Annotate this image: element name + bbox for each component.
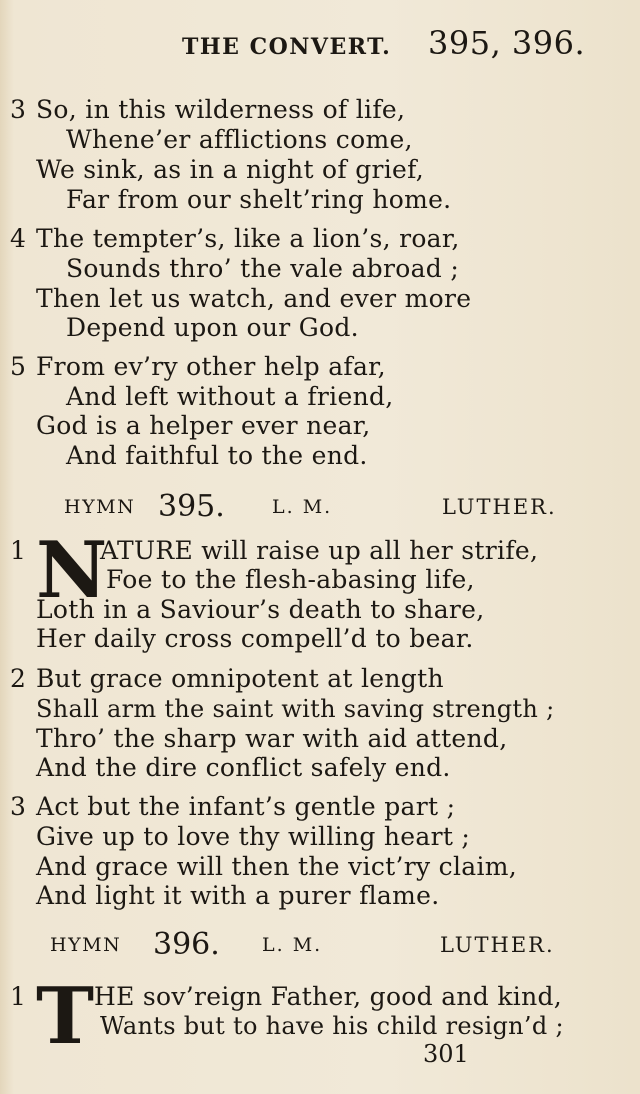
verse-line: Shall arm the saint with saving strength ;: [36, 695, 555, 723]
running-header: [0, 24, 640, 64]
hymn-meter: L. M.: [262, 934, 323, 956]
verse-line: ATURE will raise up all her strife,: [100, 536, 539, 565]
hymn-range: 395, 396.: [428, 24, 586, 62]
verse-line: Act but the infant’s gentle part ;: [36, 792, 456, 821]
stanza-number: 2: [10, 664, 26, 693]
drop-cap: T: [36, 971, 95, 1062]
stanza-number: 1: [10, 536, 26, 565]
hymn-label: HYMN: [64, 496, 136, 518]
verse-line: Foe to the flesh-abasing life,: [106, 565, 475, 594]
verse-line: God is a helper ever near,: [36, 411, 371, 440]
stanza-number: 4: [10, 224, 26, 253]
verse-line: Sounds thro’ the vale abroad ;: [66, 254, 460, 283]
verse-line: Far from our shelt’ring home.: [66, 185, 452, 214]
verse-line: But grace omnipotent at length: [36, 664, 444, 693]
hymn-heading: [0, 928, 640, 962]
verse-line: And grace will then the vict’ry claim,: [36, 852, 518, 881]
stanza-number: 5: [10, 352, 26, 381]
hymn-number: 395.: [158, 489, 225, 524]
verse-line: Thro’ the sharp war with aid attend,: [36, 724, 508, 753]
stanza-number: 3: [10, 792, 26, 821]
stanza-number: 1: [10, 982, 26, 1011]
hymn-meter: L. M.: [272, 496, 333, 518]
verse-line: Loth in a Saviour’s death to share,: [36, 595, 485, 624]
verse-line: The tempter’s, like a lion’s, roar,: [36, 224, 460, 253]
verse-line: We sink, as in a night of grief,: [36, 155, 425, 184]
stanza-number: 3: [10, 95, 26, 124]
verse-line: And faithful to the end.: [66, 441, 368, 470]
running-title: THE CONVERT.: [182, 34, 392, 60]
hymn-number: 396.: [153, 927, 220, 962]
verse-line: Depend upon our God.: [66, 313, 359, 342]
verse-line: Whene’er afflictions come,: [66, 125, 413, 154]
verse-line: Her daily cross compell’d to bear.: [36, 624, 474, 653]
hymn-tune: LUTHER.: [442, 495, 557, 519]
verse-line: Wants but to have his child resign’d ;: [100, 1012, 564, 1040]
verse-line: And left without a friend,: [66, 382, 394, 411]
verse-line: And light it with a purer flame.: [36, 881, 440, 910]
verse-line: And the dire conflict safely end.: [36, 753, 451, 782]
hymn-label: HYMN: [50, 934, 122, 956]
page-number: 301: [423, 1040, 469, 1068]
verse-line: From ev’ry other help afar,: [36, 352, 386, 381]
hymn-tune: LUTHER.: [440, 933, 555, 957]
verse-line: Give up to love thy willing heart ;: [36, 822, 471, 851]
verse-line: Then let us watch, and ever more: [36, 284, 472, 313]
verse-line: So, in this wilderness of life,: [36, 95, 406, 124]
drop-cap: N: [36, 525, 108, 616]
verse-line: HE sov’reign Father, good and kind,: [94, 982, 563, 1011]
hymn-heading: [0, 490, 640, 524]
